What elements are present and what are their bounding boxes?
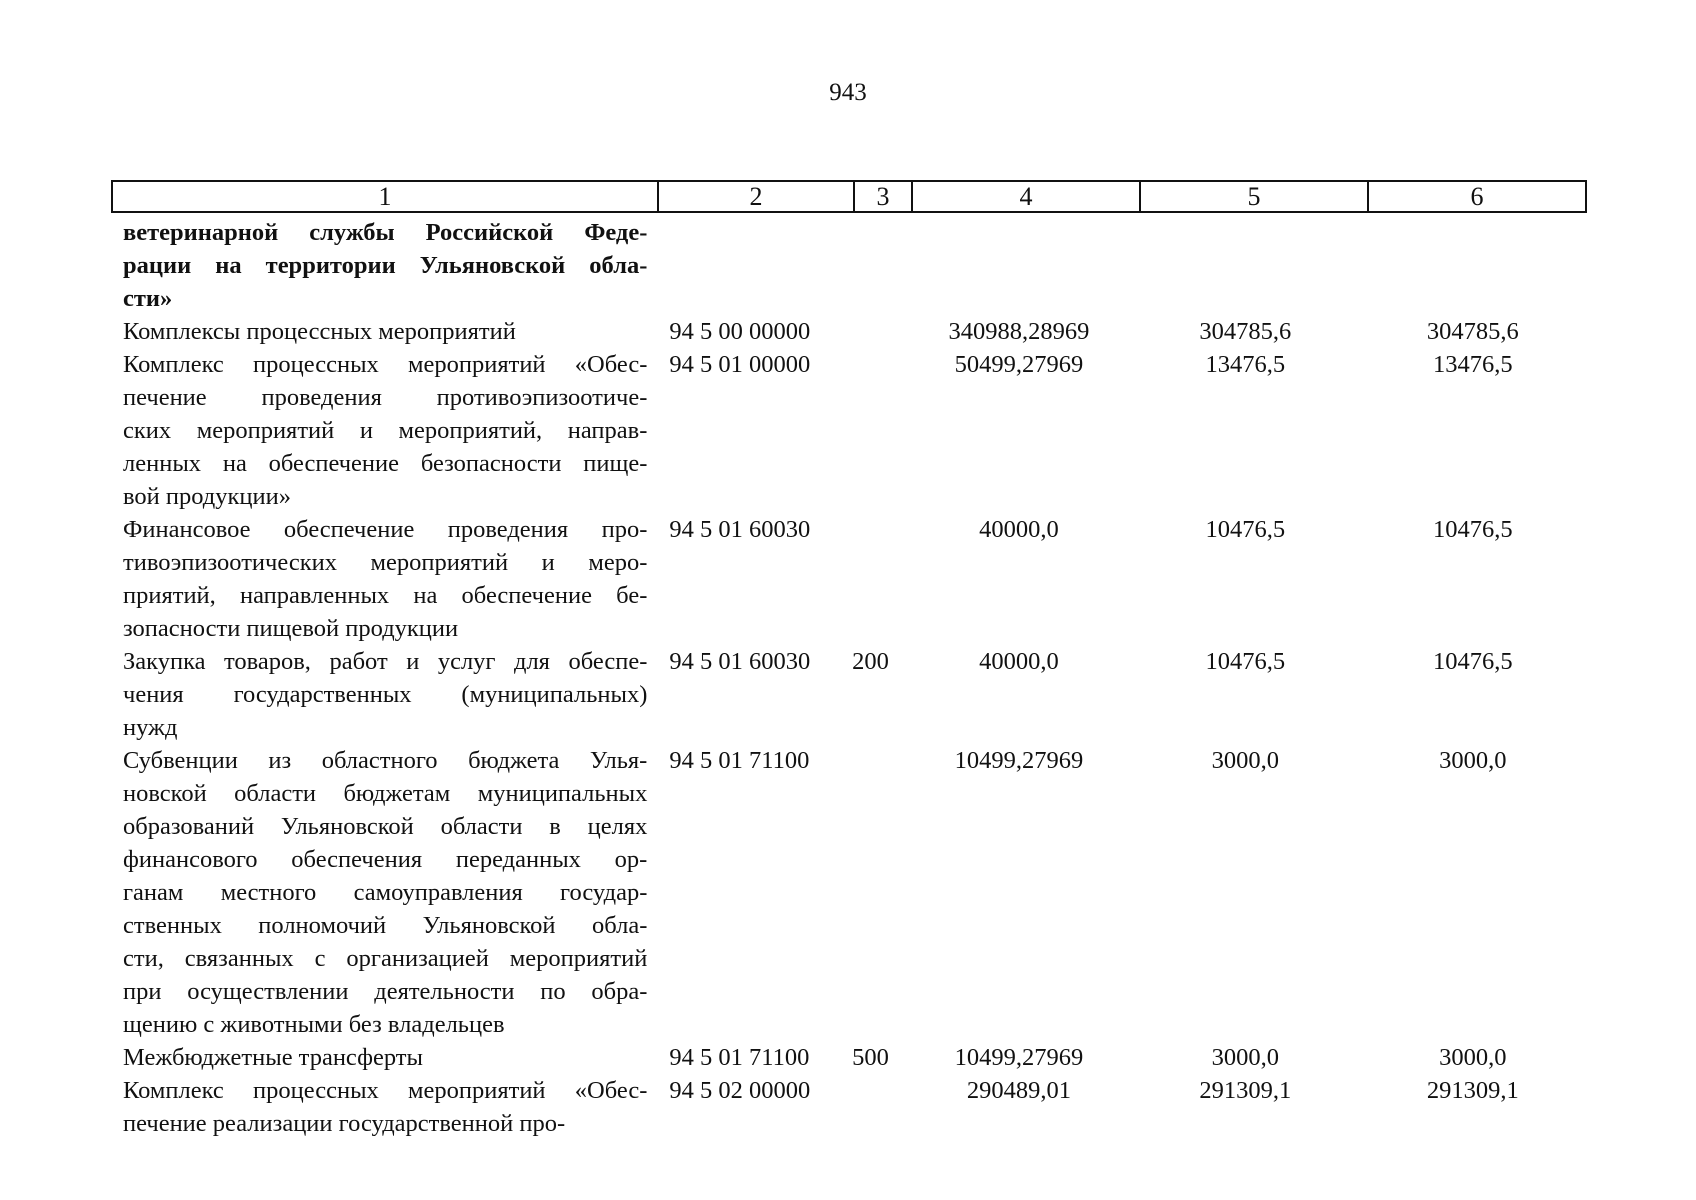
table-row (111, 216, 1587, 315)
row-name (111, 1074, 647, 1140)
row-name-line: Субвенции из областного бюджета Улья- (123, 747, 648, 774)
row-code: 94 5 00 00000 (669, 318, 811, 345)
row-name-line: рации на территории Ульяновской обла- (123, 252, 648, 279)
table-row (111, 348, 1587, 513)
row-name-line: Финансовое обеспечение проведения про- (123, 516, 648, 543)
row-value-5: 3000,0 (1211, 747, 1280, 774)
row-name-line: образований Ульяновской области в целях (123, 813, 648, 840)
row-value-4 (906, 216, 1132, 315)
row-value-5: 13476,5 (1205, 351, 1286, 378)
table-row (111, 513, 1587, 645)
row-value-4: 340988,28969 (948, 318, 1090, 345)
row-name (111, 513, 647, 645)
row-name-line: приятий, направленных на обеспечение бе- (123, 582, 648, 609)
row-name-line: тивоэпизоотических мероприятий и меро- (123, 549, 648, 576)
row-name-line: Закупка товаров, работ и услуг для обеспе- (123, 648, 648, 675)
row-name-line: печение реализации государственной про- (123, 1110, 566, 1137)
row-name-line: Комплекс процессных мероприятий «Обес- (123, 1077, 648, 1104)
row-expense-type (848, 348, 906, 513)
row-code: 94 5 01 60030 (669, 516, 811, 543)
row-expense-type: 200 (852, 648, 889, 675)
row-value-6: 10476,5 (1432, 516, 1513, 543)
row-name-line: финансового обеспечения переданных ор- (123, 846, 648, 873)
row-expense-type (848, 513, 906, 645)
row-code: 94 5 01 71100 (669, 747, 810, 774)
table-row (111, 744, 1587, 1041)
row-name-line: чения государственных (муниципальных) (123, 681, 648, 708)
column-header-5: 5 (1141, 182, 1369, 211)
column-header-4: 4 (913, 182, 1141, 211)
row-name-line: при осуществлении деятельности по обра- (123, 978, 648, 1005)
page-number: 943 (829, 79, 867, 106)
table-row (111, 1041, 1587, 1074)
row-expense-type: 500 (852, 1044, 889, 1071)
table-body (111, 216, 1587, 1140)
row-value-5: 10476,5 (1205, 648, 1286, 675)
row-name (111, 216, 647, 315)
row-name-line: ленных на обеспечение безопасности пище- (123, 450, 648, 477)
row-name-line: ганам местного самоуправления государ- (123, 879, 648, 906)
row-name-line: печение проведения противоэпизоотиче- (123, 384, 648, 411)
column-header-6: 6 (1470, 182, 1484, 211)
row-name-line: сти, связанных с организацией мероприятий (123, 945, 648, 972)
row-name-line: Межбюджетные трансферты (123, 1044, 423, 1071)
row-code (647, 216, 848, 315)
row-value-6: 291309,1 (1426, 1077, 1519, 1104)
row-name-line: зопасности пищевой продукции (123, 615, 459, 642)
row-name-line: новской области бюджетам муниципальных (123, 780, 648, 807)
table-header-row (111, 180, 1587, 213)
row-code: 94 5 02 00000 (669, 1077, 811, 1104)
row-value-6: 10476,5 (1432, 648, 1513, 675)
table-row (111, 1074, 1587, 1140)
row-code: 94 5 01 00000 (669, 351, 811, 378)
row-name-line: нужд (123, 714, 178, 741)
table-row (111, 645, 1587, 744)
row-name-line: сти» (123, 285, 173, 312)
row-value-4: 50499,27969 (954, 351, 1084, 378)
row-value-5: 3000,0 (1211, 1044, 1280, 1071)
row-name (111, 348, 647, 513)
row-value-6 (1359, 216, 1587, 315)
row-code: 94 5 01 60030 (669, 648, 811, 675)
column-header-2: 2 (659, 182, 855, 211)
row-name (111, 744, 647, 1041)
column-header-1: 1 (113, 182, 659, 211)
row-expense-type (848, 216, 906, 315)
column-header-3: 3 (855, 182, 913, 211)
row-value-4: 40000,0 (979, 648, 1059, 675)
row-value-5: 291309,1 (1199, 1077, 1292, 1104)
row-value-6: 3000,0 (1439, 747, 1507, 774)
row-expense-type (848, 315, 906, 348)
row-value-4: 40000,0 (979, 516, 1059, 543)
row-value-6: 13476,5 (1432, 351, 1513, 378)
row-value-6: 3000,0 (1439, 1044, 1507, 1071)
row-value-5: 10476,5 (1205, 516, 1286, 543)
row-name-line: Комплекс процессных мероприятий «Обес- (123, 351, 648, 378)
row-value-4: 290489,01 (966, 1077, 1071, 1104)
row-value-4: 10499,27969 (954, 1044, 1084, 1071)
row-name-line: ственных полномочий Ульяновской обла- (123, 912, 648, 939)
row-expense-type (848, 1074, 906, 1140)
row-value-5: 304785,6 (1199, 318, 1292, 345)
row-value-5 (1132, 216, 1358, 315)
table-row (111, 315, 1587, 348)
row-name-line: ветеринарной службы Российской Феде- (123, 219, 648, 246)
row-name (111, 1041, 647, 1074)
row-name-line: ских мероприятий и мероприятий, направ- (123, 417, 648, 444)
row-value-6: 304785,6 (1426, 318, 1519, 345)
row-name (111, 315, 647, 348)
row-name-line: щению с животными без владельцев (123, 1011, 505, 1038)
row-expense-type (848, 744, 906, 1041)
row-name (111, 645, 647, 744)
row-code: 94 5 01 71100 (669, 1044, 810, 1071)
row-name-line: Комплексы процессных мероприятий (123, 318, 516, 345)
row-name-line: вой продукции» (123, 483, 291, 510)
row-value-4: 10499,27969 (954, 747, 1084, 774)
